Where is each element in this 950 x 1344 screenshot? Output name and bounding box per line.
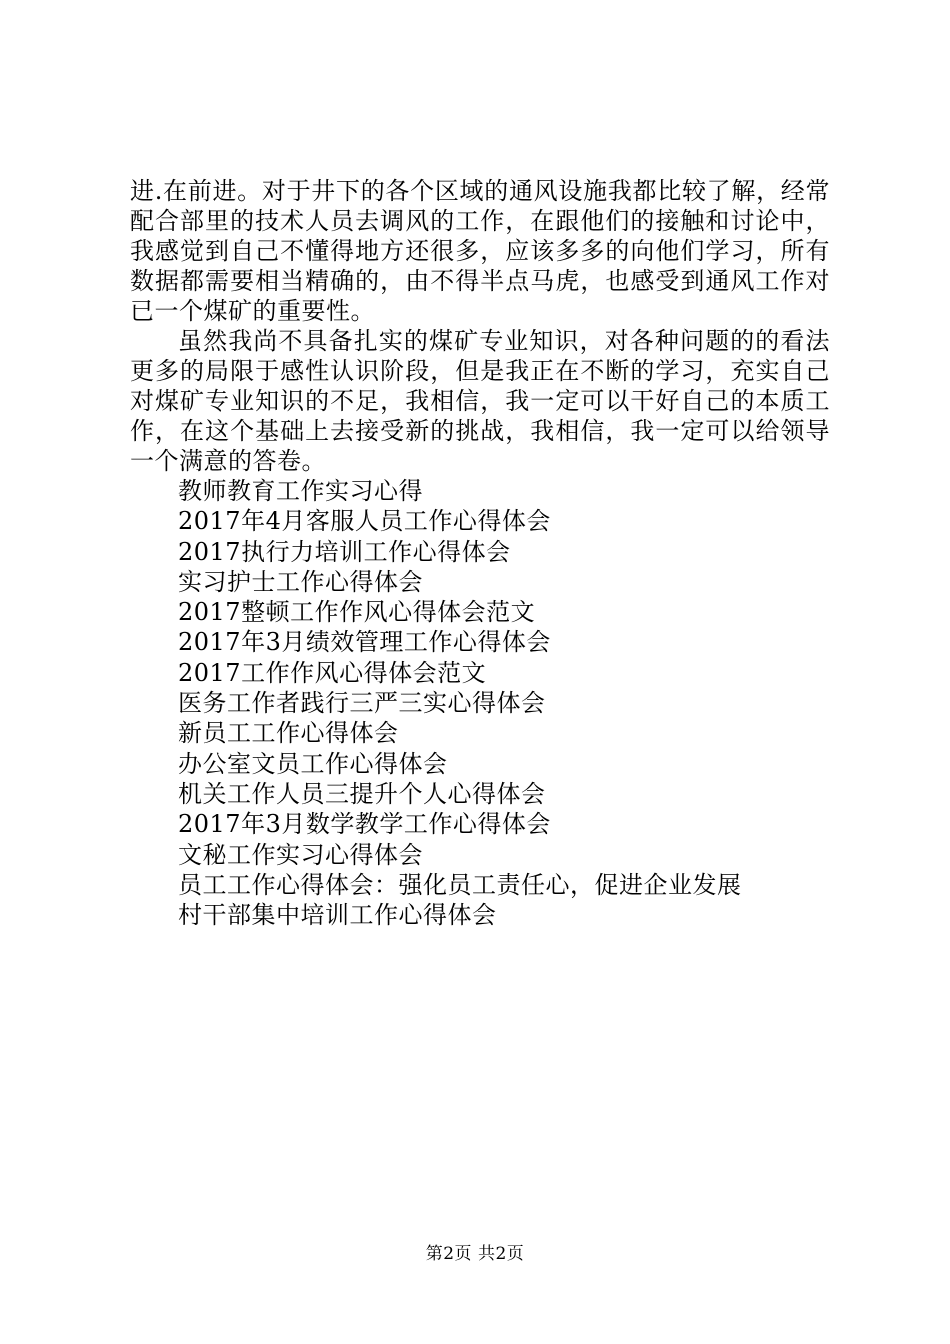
paragraph-2: 虽然我尚不具备扎实的煤矿专业知识，对各种问题的的看法更多的局限于感性认识阶段，但是我正在不断的学习，充实自己对煤矿专业知识的不足，我相信，我一定可以干好自己的本质工作，在这个基础上去接受新的挑战，我相信，我一定可以给领导一个满意的答卷。	[130, 327, 830, 475]
related-article-link[interactable]: 2017年3月绩效管理工作心得体会	[178, 628, 551, 657]
related-article-link[interactable]: 2017年4月客服人员工作心得体会	[178, 507, 551, 536]
page-number-label: 第2页 共2页	[425, 1244, 525, 1264]
related-article-link[interactable]: 村干部集中培训工作心得体会	[178, 901, 497, 930]
related-article-link[interactable]: 2017执行力培训工作心得体会	[178, 537, 511, 566]
document-body	[130, 176, 830, 930]
related-article-link[interactable]: 新员工工作心得体会	[178, 719, 399, 748]
paragraph-1: 进.在前进。对于井下的各个区域的通风设施我都比较了解，经常配合部里的技术人员去调风的工作，在跟他们的接触和讨论中，我感觉到自己不懂得地方还很多，应该多多的向他们学习，所有数据都需要相当精确的，由不得半点马虎，也感受到通风工作对已一个煤矿的重要性。	[130, 177, 830, 325]
related-article-link[interactable]: 文秘工作实习心得体会	[178, 840, 423, 869]
related-articles-list	[130, 476, 830, 930]
related-article-link[interactable]: 教师教育工作实习心得	[178, 477, 423, 505]
related-article-link[interactable]: 2017整顿工作作风心得体会范文	[178, 598, 536, 627]
related-article-link[interactable]: 实习护士工作心得体会	[178, 567, 423, 596]
related-article-link[interactable]: 机关工作人员三提升个人心得体会	[178, 779, 546, 808]
related-article-link[interactable]: 员工工作心得体会：强化员工责任心，促进企业发展	[178, 870, 742, 899]
related-article-link[interactable]: 2017工作作风心得体会范文	[178, 658, 487, 687]
related-article-link[interactable]: 办公室文员工作心得体会	[178, 749, 448, 778]
page-footer	[0, 1243, 950, 1265]
related-article-link[interactable]: 医务工作者践行三严三实心得体会	[178, 689, 546, 718]
related-article-link[interactable]: 2017年3月数学教学工作心得体会	[178, 810, 551, 839]
